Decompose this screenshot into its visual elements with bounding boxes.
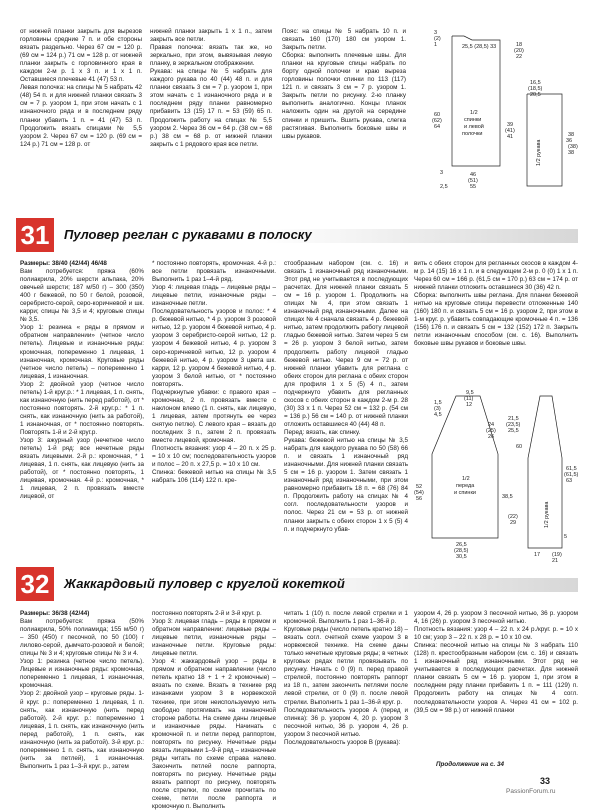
paragraph: Рукава: бежевой нитью на спицы № 3,5 набрать для каждого рукава по 50 (58) 66 п. и связать 1 изнаночный ряд изнаночными. Для нижней планки связать 5 см = 16 р. узором 1. Затем связать 1 изнаночный ряд изнаночными, при этом равномерно прибавить 18 п. = 68 (76) 84 п. Продолжить работу на спицах № 4 согл. последовательности узоров и полос. Через 21 см = 53 р. от нижней планки закрыть с обеих сторон 1 x 5 (5) 4 п. и подчеркнуто убав- xyxy=(284,437,408,533)
diagram-label: 16,5 xyxy=(530,80,541,86)
diagram-label: 41 xyxy=(507,134,514,140)
diagram-label: переда xyxy=(456,483,475,489)
paragraph: Круговые ряды (число петель кратно 18) – вязать согл. счетной схеме узором 3 в норвежской технике. На схеме даны только нечетные круговые ряды; в четных круговых рядах петли провязывать по рисунку. Начать с 0 (9) п. перед правой стрелкой, постоянно повторять раппорт из 18 п., затем закончить петлями после левой стрелки, от 0 (9) п. после левой стрелки. Выполнить 1 раз 1–36-й круг. р. xyxy=(284,626,408,706)
paragraph: постоянно повторять 2-й и 3-й круг. р. xyxy=(152,610,262,617)
diagram-label: 26 xyxy=(488,434,495,440)
diagram-label: (41) xyxy=(505,128,515,134)
diagram-label: 17 xyxy=(534,552,541,558)
diagram-label: 20,5 xyxy=(530,92,541,98)
watermark: PassionForum.ru xyxy=(506,788,556,795)
diagram-label: спинки xyxy=(464,117,482,123)
paragraph: Узор 3: лицевая гладь – ряды в прямом и обратном направлении: лицевые ряды – лицевые петли, изнаночные ряды – изнаночные петли. Круговые ряды: лицевые петли. xyxy=(152,618,276,658)
diagram-label: (23,5) xyxy=(506,422,521,428)
paragraph: Узор 1: резинка « ряды в прямом и обратном направлении» (четное число петель). Лицевые и изнаночные ряды: кромочная, попеременно 1 лицевая, 1 изнаночная, кромочная. Круговые ряды (четное число петель) – попеременно 1 лицевая, 1 изнаночная. xyxy=(20,324,144,380)
s31-column-2 xyxy=(152,260,276,552)
diagram-label: 64 xyxy=(434,124,441,130)
paragraph: * постоянно повторять, кромочная. 4-й р.: все петли провязать изнаночными. Выполнить 1 раз 1–4-й ряд. xyxy=(152,260,276,284)
section-title: Пуловер реглан с рукавами в полоску xyxy=(64,227,312,242)
paragraph: вить с обеих сторон для регланных скосов в каждом 4-м р. 14 (15) 16 x 1 п. и в следующем 2-м р. 0 (0) 1 x 1 п. Через 60 см = 166 р. (61,5 см = 170 р.) 63 см = 174 р. от нижней планки отложить оставшиеся 30 (36) 42 п. xyxy=(414,260,578,292)
continued-note: Продолжение на с. 34 xyxy=(436,761,504,768)
s32-column-2 xyxy=(152,610,276,811)
section-number: 31 xyxy=(16,218,54,252)
diagram-label: 1/2 рукава xyxy=(536,139,542,166)
s32-column-4 xyxy=(414,610,578,760)
diagram-label: 1/2 xyxy=(462,476,470,482)
diagram-label: 38 xyxy=(568,132,575,138)
diagram-label: (18,5) xyxy=(528,86,543,92)
diagram-label: 1/2 рукава xyxy=(544,501,550,528)
diagram-label: 1,5 xyxy=(434,400,442,406)
diagram-label: 2,5 xyxy=(440,184,448,190)
section-title: Жаккардовый пуловер с круглой кокеткой xyxy=(64,576,345,591)
diagram-label: (28,5) xyxy=(454,548,469,554)
diagram-label: 5 xyxy=(564,534,568,540)
diagram-label: 30,5 xyxy=(456,554,467,560)
diagram-label: (51) xyxy=(468,178,478,184)
section-32-banner xyxy=(16,567,578,601)
diagram-label: 21,5 xyxy=(508,416,519,422)
schematic-top xyxy=(412,26,582,196)
diagram-label: 60 xyxy=(434,112,441,118)
paragraph: Подчеркнутые убавки: с правого края – кромочная, 2 п. провязать вместе с наклоном влево (1 п. снять, как лицевую, 1 лицевая, затем протянуть ее через снятую петлю). С левого края – вязать до последних 3 п., затем 2 п. провязать вместе лицевой, кромочная. xyxy=(152,388,276,445)
diagram-label: (54) xyxy=(414,490,424,496)
paragraph: Узор 1: резинка (четное число петель). Лицевые и изнаночные ряды: кромочная, попеременно 1 лицевая, 1 изнаночная, кромочная. xyxy=(20,658,144,690)
s32-column-3 xyxy=(284,610,408,770)
diagram-label: 9,5 xyxy=(466,390,474,396)
paragraph: Узор 4: жаккардовый узор – ряды в прямом и обратном направлении (число петель кратно 18 + 1 + 2 кромочные) – вязать по схеме. Вязать в технике ряд изнанками узором 3 в норвежской технике, при этом неиспользуемую нить свободно протягивать на изнаночной стороне работы. На схеме даны лицевые и изнаночные ряды. Начинать с кромочной п. и петли перед раппортом, повторять по рисунку. Нечетные ряды вязать лицевыми 1–9-й ряд – изнаночные ряды читать по схеме справа налево. Закончить петлей после раппорта, повторять по рисунку. Нечетные ряды вязать раппорт по рисунку, повторять после стрелки, по схеме прочитать по схеме, петли после раппорта и кромочную п. Выполнить xyxy=(152,658,276,811)
paragraph: Сборка: выполнить плечевые швы. Для планки на круговые спицы набрать по борту одной полочки и краю выреза горловины полочки спинки по 113 (117) 121 п. и связать 3 см = 7 р. узором 1. Закрыть петли по рисунку. 2-ю планку выполнить аналогично. Концы планок наложить один на другой на середине спинки и пришить. Вшить рукава, слегка растягивая. Выполнить боковые швы и швы рукавов. xyxy=(282,52,406,140)
paragraph: Плотность вязания: узор 4 – 20 п. x 25 р. = 10 x 10 см; последовательность узоров и полос – 20 п. x 27,5 р. = 10 x 10 см. xyxy=(152,445,276,469)
diagram-label: 3 xyxy=(440,170,444,176)
paragraph: Пояс: на спицы № 5 набрать 10 п. и связать 160 (170) 180 см узором 1. Закрыть петли. xyxy=(282,28,406,52)
s31-column-3 xyxy=(284,260,408,552)
diagram-label: 39 xyxy=(507,122,514,128)
paragraph: узором 4, 26 р. узором 3 песочной нитью, 36 р. узором 4, 16 (26) р. узором 3 песочной нитью. xyxy=(414,610,578,626)
diagram-label: 52 xyxy=(416,484,423,490)
paragraph: Спинка: песочной нитью на спицы № 3 набрать 110 (128) п. крестообразным набором (см. с. 16) и связать 1 изнаночный ряд изнаночными. Этот ряд не учитывается в последующих расчетах. Для нижней планки связать 5 см = 16 р. узором 1, при этом в последнем ряду планки прибавить 1 п. = 111 (129) п. Продолжить работу на спицах № 4 согл. последовательности узоров А. Через 41 см = 102 р. (39,5 см = 98 р.) от нижней планки xyxy=(414,642,578,714)
paragraph: от нижней планки закрыть для вырезов горловины средние 7 п. и обе стороны вязать раздельно. Через 67 см = 120 р. (69 см = 124 р.) 71 см = 128 р. от нижней планки закрыть с горловинного края в каждом 2-м р. 1 x 3 п. и 1 x 1 п. Оставшиеся плечевые 41 (47) 53 п. xyxy=(20,28,142,84)
diagram-label: 18 xyxy=(516,42,523,48)
diagram-label: 63 xyxy=(566,478,573,484)
diagram-label: (20) xyxy=(514,48,524,54)
top-column-2 xyxy=(150,28,272,154)
diagram-label: 24 xyxy=(488,422,495,428)
diagram-label: и левой xyxy=(464,124,484,130)
diagram-label: 1 xyxy=(434,42,438,48)
diagram-label: 55 xyxy=(470,184,477,190)
diagram-label: и спинки xyxy=(454,490,476,496)
paragraph: Вам потребуется: пряжа (60% полиакрила, 20% шерсти альпака, 20% овечьей шерсти; 187 м/50 г) – 300 (350) 400 г бежевой, по 50 г белой, розовой, серебристо-серой, серо-коричневой и шк. карри; спицы № 3,5 и 4; круговые спицы № 3,5. xyxy=(20,268,144,324)
paragraph: Сборка: выполнить швы реглана. Для планки бежевой нитью на круговые спицы перевести отложенные 140 (160) 180 п. и связать 5 см = 16 р. узором 2, при этом в 1-м круг. р. убавить совпадающие кромочные 4 п. = 136 (156) 176 п. и связать 5 см = 132 (152) 172 п. Закрыть петли изнаночным способом (см. с. 16). Выполнить боковые швы рукавов и боковые швы. xyxy=(414,292,578,348)
diagram-label: 61,5 xyxy=(566,466,577,472)
diagram-label: 56 xyxy=(416,496,423,502)
diagram-label: (19) xyxy=(552,552,562,558)
diagram-label: полочки xyxy=(462,131,483,137)
diagram-label: 1/2 xyxy=(470,110,478,116)
diagram-label: 46 xyxy=(470,172,477,178)
diagram-label: 25,5 (28,5) 33 xyxy=(462,44,497,50)
paragraph: Узор 2: двойной узор (четное число петель) 1-й круг.р.: * 1 лицевая, 1 п. снять, как изнаночную (нить перед работой), от * постоянно повторять. 2-й круг.р.: * 1 п. снять, как изнаночную (нить за работой), 1 изнаночная, от * постоянно повторять. Повторять 1-й и 2-й круг.р. xyxy=(20,380,144,436)
paragraph: стообразным набором (см. с. 16) и связать 1 изнаночный ряд изнаночными. Этот ряд не учитывается в последующих расчетах. Для нижней планки связать 5 см = 16 р. узором 1. Продолжить на спицах № 4, при этом связать 1 изнаночный ряд изнаночными. Далее на спицах № 4 сначала связать 4 р. бежевой нитью, затем продолжить работу лицевой гладью бежевой нитью. Затем через 5 см = 26 р. узором 3 белой нитью, затем продолжить работу лицевой гладью бежевой нитью. Через 9 см = 72 р. от нижней планки убавить для реглана с обеих сторон для реглана с обеих сторон для профиля 1 x 5 (5) 4 п., затем подчеркнуто убавить для регланных скосов с обеих сторон в каждом 2-м р. 28 (30) 33 x 1 п. Через 52 см = 132 р. (54 см = 136 р.) 56 см = 140 р. от нижней планки отложить оставшиеся 40 (44) 48 п. xyxy=(284,260,408,428)
paragraph: Последовательность узоров и полос: * 4 р. бежевой нитью, * 4 р. узором 3 розовой нитью, 12 р. узором 4 бежевой нитью, 4 р. узором 3 серебристо-серой нитью, 12 р. узором 4 бежевой нитью, 4 р. узором 3 серо-коричневой нитью, 12 р. узором 4 бежевой нитью, 4 р. узором 3 цвета шк. карри, 12 р. узором 4 бежевой нитью, 4 р. узором 3 белой нитью, от * постоянно повторять. xyxy=(152,308,276,388)
diagram-label: 38 xyxy=(568,150,575,156)
diagram-label: (61,5) xyxy=(564,472,579,478)
paragraph: нижней планки закрыть 1 x 1 п., затем закрыть все петли. xyxy=(150,28,272,44)
diagram-label: 29 xyxy=(510,520,517,526)
paragraph: Узор 2: двойной узор – круговые ряды. 1-й круг. р.: попеременно 1 лицевая, 1 п. снять, как изнаночную (нить перед работой). 2-й круг. р.: попеременно 1 лицевая, 1 п. снять, как изнаночную (нить перед работой), 1 п. снять, как изнаночную (нить за работой). 3-й круг. р.: попеременно 1 п. снять, как изнаночную (нить за петлей), 1 изнаночная. Выполнить 1 раз 1–3-й круг. р., затем xyxy=(20,690,144,770)
diagram-label: 25,5 xyxy=(508,428,519,434)
s31-column-4 xyxy=(414,260,578,384)
diagram-label: 12 xyxy=(466,402,473,408)
schematic-s31 xyxy=(412,388,580,564)
diagram-label: 21 xyxy=(552,558,559,564)
paragraph: Размеры: 38/40 (42/44) 46/48 xyxy=(20,260,107,267)
top-column-1 xyxy=(20,28,142,154)
paragraph: Спинка: бежевой нитью на спицы № 3,5 набрать 106 (114) 122 п. кре- xyxy=(152,469,276,485)
page-number: 33 xyxy=(540,776,551,786)
diagram-label: 4,5 xyxy=(434,412,442,418)
diagram-label: (38) xyxy=(568,144,578,150)
diagram-label: 36 xyxy=(566,138,573,144)
paragraph: Плотность вязания: узор 4 – 22 п. x 24 р./круг. р. = 10 x 10 см; узор 3 – 22 п. x 28 р. = 10 x 10 см. xyxy=(414,626,578,642)
paragraph: Левая полочка: на спицы № 5 набрать 42 (48) 54 п. и для нижней планки связать 3 см = 7 р. узором 1, при этом начать с 1 изнаночного ряда и в последнем ряду планки убавить 1 п. = 41 (47) 53 п. Продолжить вязать спицами № 5,5 узором 2. Через 67 см = 120 р. (69 см = 124 р.) 71 см = 128 р. от xyxy=(20,84,142,148)
paragraph: Вам потребуется: пряжа (50% полиакрила, 50% полиамида; 155 м/50 г) – 350 (450) г песочной, по 50 (100) г лилово-серой, дымчато-розовой и белой; спицы № 3 и 4; круговые спицы № 3 и 4. xyxy=(20,618,144,658)
paragraph: Последовательность узоров В (рукава): xyxy=(284,738,401,746)
diagram-label: (62) xyxy=(432,118,442,124)
diagram-label: (11) xyxy=(464,396,474,402)
diagram-label: 26,5 xyxy=(456,542,467,548)
diagram-label: 22 xyxy=(516,54,523,60)
diagram-label: 38,5 xyxy=(502,494,513,500)
diagram-label: (2) xyxy=(434,36,441,42)
diagram-label: 60 xyxy=(516,444,523,450)
paragraph: Рукава: на спицы № 5 набрать для каждого рукава по 40 (44) 48 п. и для планки связать 3 см = 7 р. узором 1, при этом начать с 1 изнаночного ряда и в последнем ряду планки равномерно прибавить 13 (15) 17 п. = 53 (59) 65 п. Продолжить работу на спицах № 5,5 узором 2. Через 36 см = 64 р. (38 см = 68 р.) 38 см = 68 р. от нижней планки закрыть с 1 рядового края все петли. xyxy=(150,68,272,148)
diagram-label: 3 xyxy=(434,30,438,36)
paragraph: читать 1 (10) п. после левой стрелки и 1 кромочной. Выполнить 1 раз 1–36-й р. xyxy=(284,610,408,626)
section-31-banner xyxy=(16,218,578,252)
paragraph: Перед: вязать, как спинку. xyxy=(284,428,361,436)
diagram-label: (22) xyxy=(508,514,518,520)
diagram-label: (3) xyxy=(434,406,441,412)
diagram-label: (25) xyxy=(486,428,496,434)
paragraph: Размеры: 36/38 (42/44) xyxy=(20,610,90,617)
s32-column-1 xyxy=(20,610,144,770)
section-number: 32 xyxy=(16,567,54,601)
paragraph: Узор 3: ажурный узор (нечетное число петель) 1-й ряд: все нечетные ряды вязать лицевыми. 2-й р.: кромочная, * 1 лицевая, 1 п. снять, как лицевую (нить за работой), от * постоянно повторять, 1 лицевая, кромочная. 4-й р.: кромочная, * 1 лицевая, 2 п. провязать вместе лицевой, от xyxy=(20,437,144,501)
top-column-3 xyxy=(282,28,406,154)
paragraph: Правая полочка: вязать так же, но зеркально, при этом, вывязывая левую планку, в зеркальном отображении. xyxy=(150,44,272,68)
paragraph: Последовательность узоров А (перед и спинка): 36 р. узором 4, 20 р. узором 3 песочной нитью, 36 р. узором 4, 26 р. узором 3 песочной нитью. xyxy=(284,706,408,738)
s31-column-1 xyxy=(20,260,144,552)
paragraph: Узор 4: лицевая гладь – лицевые ряды – лицевые петли, изнаночные ряды – изнаночные петли. xyxy=(152,284,276,308)
